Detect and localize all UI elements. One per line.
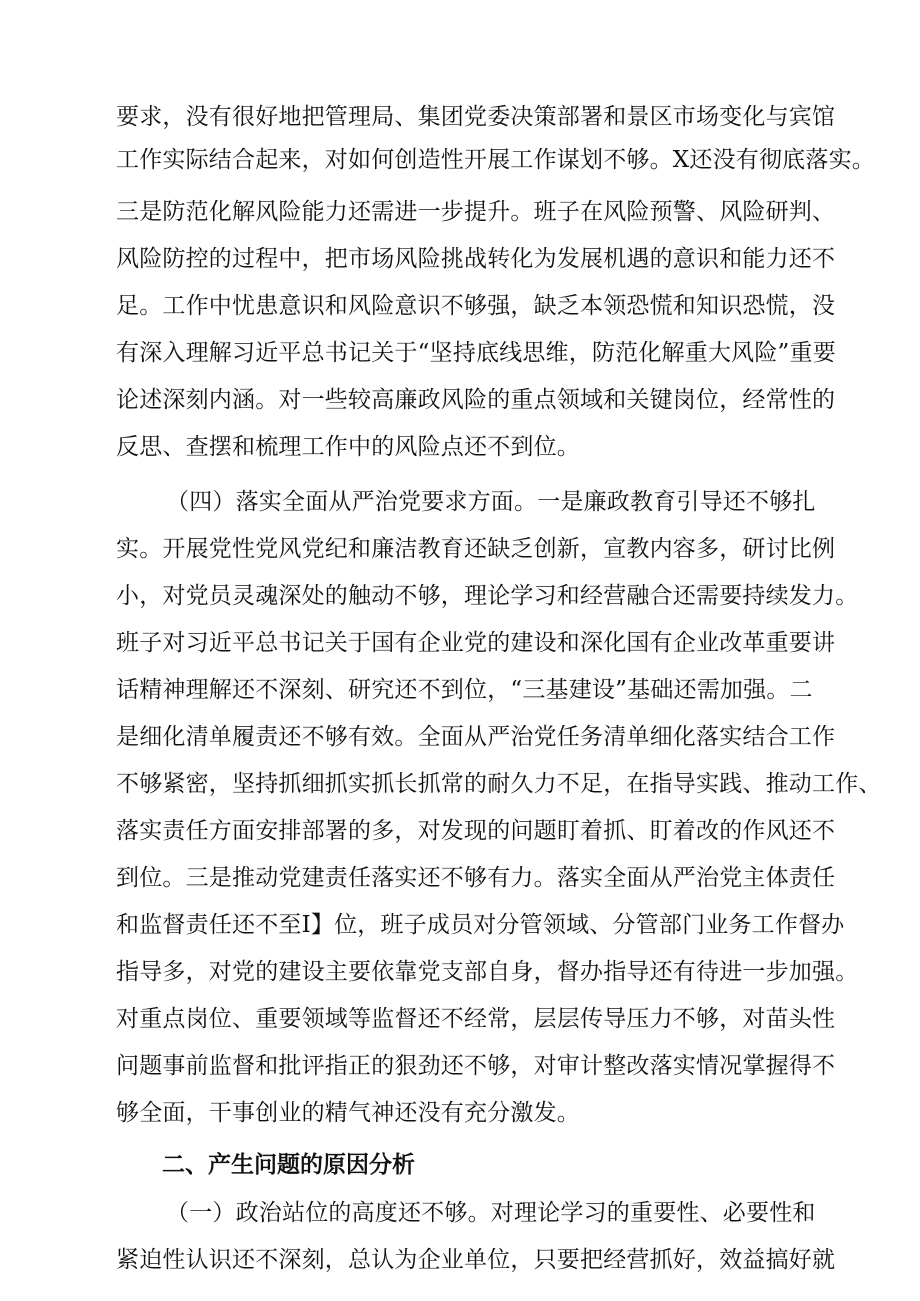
paragraph-line: 足。工作中忧患意识和风险意识不够强，缺乏本领恐慌和知识恐慌，没: [116, 293, 836, 319]
paragraph-line: 反思、查摆和梳理工作中的风险点还不到位。: [116, 434, 580, 460]
paragraph-line: 对重点岗位、重要领域等监督还不经常，层层传导压力不够，对苗头性: [116, 1006, 836, 1032]
paragraph-line: 风险防控的过程中，把市场风险挑战转化为发展机遇的意识和能力还不: [116, 246, 836, 272]
paragraph-line: 不够紧密，坚持抓细抓实抓长抓常的耐久力不足，在指导实践、推动工作、: [116, 771, 882, 797]
section-heading: 二、产生问题的原因分析: [162, 1152, 415, 1178]
paragraph-line: 够全面，干事创业的精气神还没有充分激发。: [116, 1100, 580, 1126]
paragraph-line: 和监督责任还不至I】位，班子成员对分管领域、分管部门业务工作督办: [116, 912, 845, 938]
paragraph-line: 是细化清单履责还不够有效。全面从严治党任务清单细化落实结合工作: [116, 724, 836, 750]
paragraph-line: 要求，没有很好地把管理局、集团党委决策部署和景区市场变化与宾馆: [116, 104, 836, 130]
paragraph-line: 工作实际结合起来，对如何创造性开展工作谋划不够。X还没有彻底落实。: [116, 147, 875, 173]
paragraph-line: （四）落实全面从严治党要求方面。一是廉政教育引导还不够扎: [166, 489, 816, 515]
paragraph-line: 有深入理解习近平总书记关于“坚持底线思维，防范化解重大风险”重要: [116, 340, 836, 366]
paragraph-line: 话精神理解还不深刻、研究还不到位，“三基建设”基础还需加强。二: [116, 677, 813, 703]
paragraph-line: 指导多，对党的建设主要依靠党支部自身，督办指导还有待进一步加强。: [116, 959, 859, 985]
paragraph-line: 班子对习近平总书记关于国有企业党的建设和深化国有企业改革重要讲: [116, 630, 836, 656]
paragraph-line: （一）政治站位的高度还不够。对理论学习的重要性、必要性和: [166, 1200, 816, 1226]
paragraph-line: 实。开展党性党风党纪和廉洁教育还缺乏创新，宣教内容多，研讨比例: [116, 536, 836, 562]
paragraph-line: 紧迫性认识还不深刻，总认为企业单位，只要把经营抓好，效益搞好就: [116, 1247, 836, 1273]
paragraph-line: 小，对党员灵魂深处的触动不够，理论学习和经营融合还需要持续发力。: [116, 583, 859, 609]
paragraph-line: 落实责任方面安排部署的多，对发现的问题盯着抓、盯着改的作风还不: [116, 818, 836, 844]
paragraph-line: 论述深刻内涵。对一些较高廉政风险的重点领域和关键岗位，经常性的: [116, 387, 836, 413]
paragraph-line: 到位。三是推动党建责任落实还不够有力。落实全面从严治党主体责任: [116, 865, 836, 891]
paragraph-line: 问题事前监督和批评指正的狠劲还不够，对审计整改落实情况掌握得不: [116, 1053, 836, 1079]
paragraph-line: 三是防范化解风险能力还需进一步提升。班子在风险预警、风险研判、: [116, 199, 836, 225]
